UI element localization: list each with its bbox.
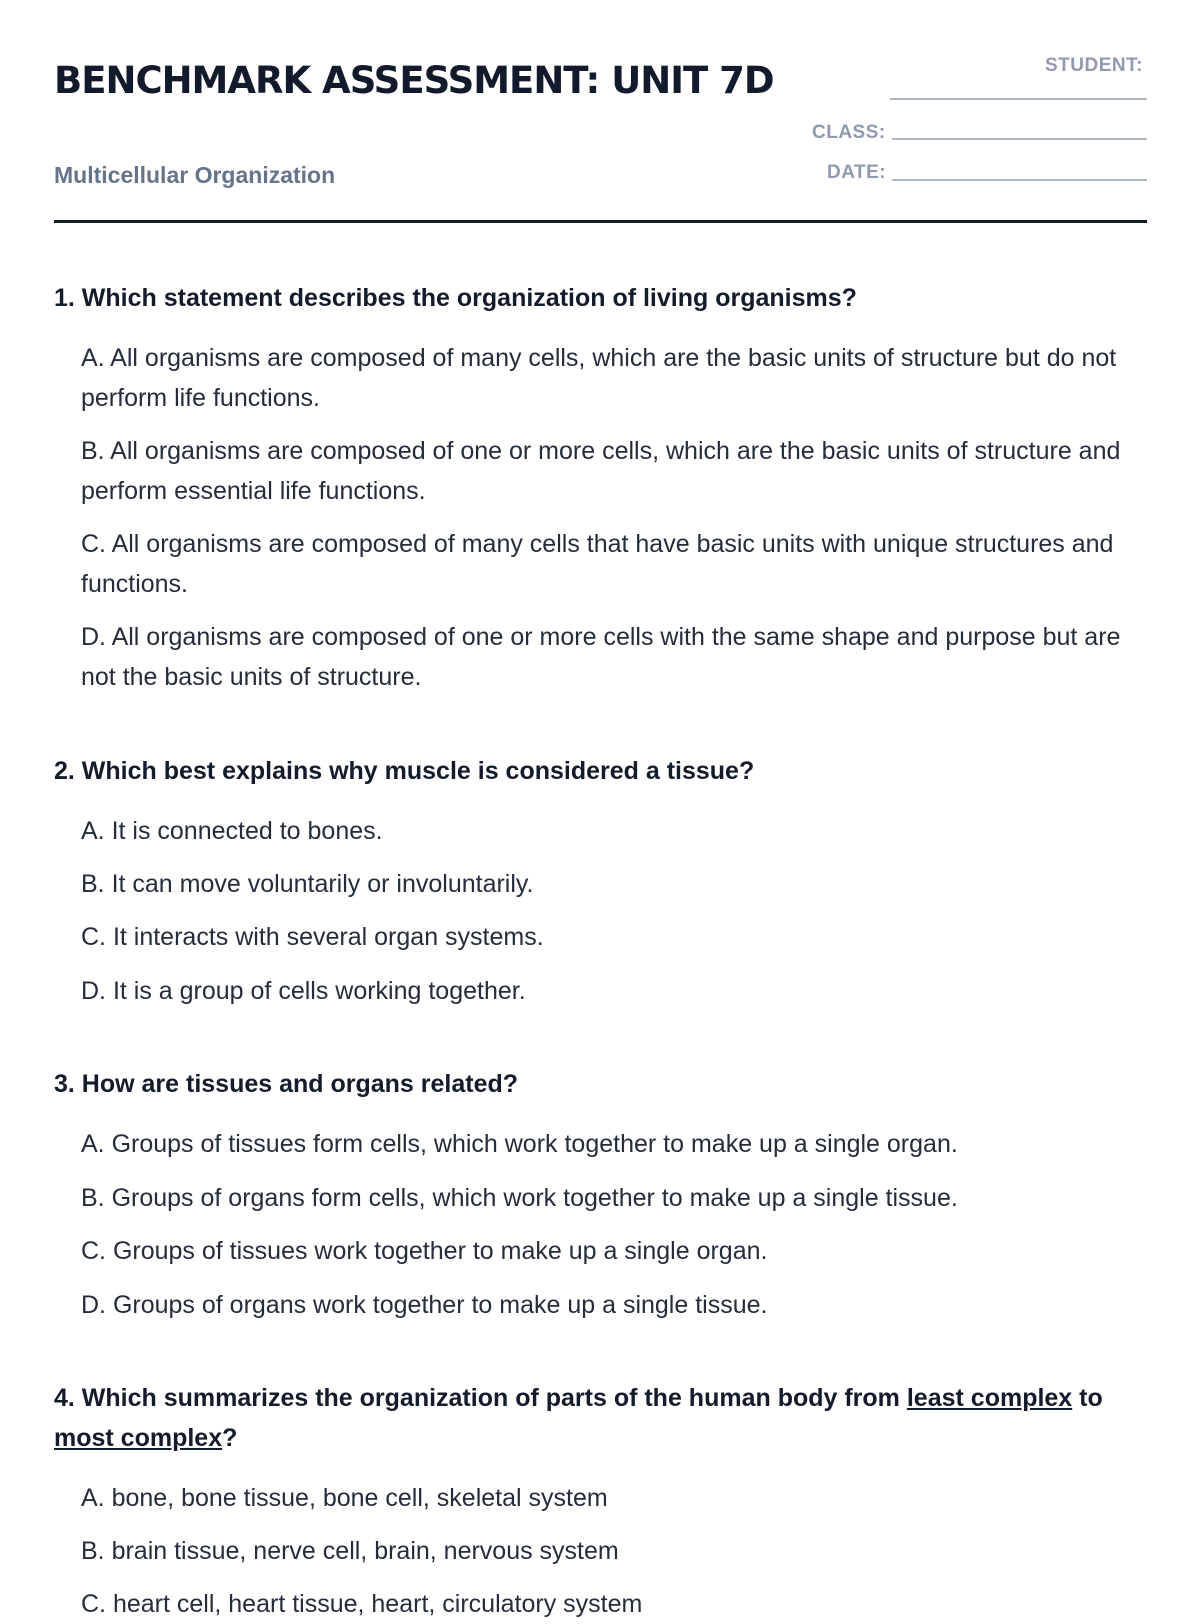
question-3-option-d[interactable]: D. Groups of organs work together to make up a single tissue. [81, 1291, 768, 1319]
header-divider [54, 220, 1147, 223]
question-4-option-c[interactable]: C. heart cell, heart tissue, heart, circulatory system [81, 1590, 643, 1618]
question-2-option-a[interactable]: A. It is connected to bones. [81, 817, 383, 845]
question-4-option-b[interactable]: B. brain tissue, nerve cell, brain, nervous system [81, 1537, 619, 1565]
question-4-option-a[interactable]: A. bone, bone tissue, bone cell, skeletal system [81, 1484, 608, 1512]
question-4-text-mid: to [1072, 1384, 1103, 1412]
page-title: BENCHMARK ASSESSMENT: UNIT 7D [54, 59, 774, 102]
question-3-option-b[interactable]: B. Groups of organs form cells, which work together to make up a single tissue. [81, 1184, 958, 1212]
question-3-option-a[interactable]: A. Groups of tissues form cells, which work together to make up a single organ. [81, 1130, 958, 1158]
class-field[interactable] [892, 138, 1147, 140]
question-4-text-suffix: ? [222, 1424, 238, 1452]
question-4-emphasis-least-complex: least complex [906, 1384, 1073, 1412]
class-label: CLASS: [812, 122, 886, 143]
question-2-option-d[interactable]: D. It is a group of cells working together. [81, 977, 526, 1005]
question-4 [54, 1378, 1147, 1458]
question-1-option-b[interactable]: B. All organisms are composed of one or more cells, which are the basic units of structure and perform essential life functions. [81, 437, 1121, 505]
question-3: 3. How are tissues and organs related? [54, 1070, 519, 1098]
question-2-option-b[interactable]: B. It can move voluntarily or involuntarily. [81, 870, 534, 898]
question-3-option-c[interactable]: C. Groups of tissues work together to make up a single organ. [81, 1237, 768, 1265]
question-4-text-prefix: 4. Which summarizes the organization of parts of the human body from [54, 1384, 907, 1412]
question-2-option-c[interactable]: C. It interacts with several organ systems. [81, 923, 544, 951]
page-subtitle: Multicellular Organization [54, 162, 336, 188]
question-2: 2. Which best explains why muscle is considered a tissue? [54, 757, 755, 785]
question-1-option-d[interactable]: D. All organisms are composed of one or more cells with the same shape and purpose but are not the basic units of structure. [81, 623, 1121, 691]
question-1-option-c[interactable]: C. All organisms are composed of many cells that have basic units with unique structures and functions. [81, 530, 1114, 598]
question-4-emphasis-most-complex: most complex [54, 1424, 223, 1452]
student-label: STUDENT: [1045, 55, 1143, 76]
student-name-field[interactable] [890, 98, 1147, 100]
question-1-option-a[interactable]: A. All organisms are composed of many cells, which are the basic units of structure but do not perform life functions. [81, 344, 1117, 412]
question-1: 1. Which statement describes the organization of living organisms? [54, 284, 857, 312]
date-label: DATE: [827, 162, 887, 183]
date-field[interactable] [892, 179, 1147, 181]
